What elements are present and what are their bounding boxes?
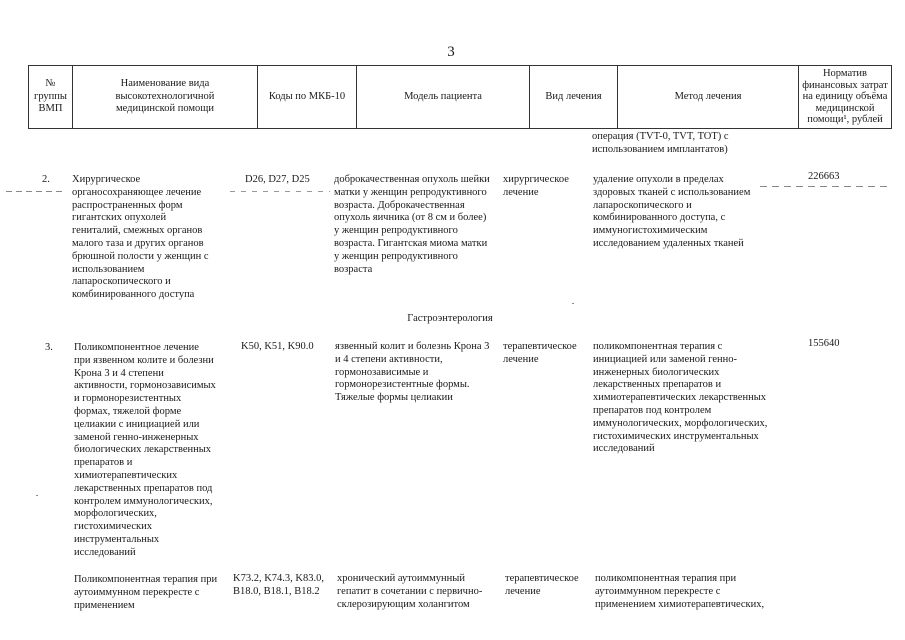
header-cost-norm: Норматив финансовых затрат на единицу объёма медицинской помощи¹, рублей <box>802 68 888 126</box>
header-group-number: № группы ВМП <box>34 78 67 115</box>
treatment-type: терапевтическое лечение <box>505 573 579 597</box>
cost-norm: 155640 <box>808 338 840 349</box>
page-number: 3 <box>447 44 455 60</box>
header-care-type: Наименование вида высокотехнологичной медицинской помощи <box>115 78 215 115</box>
cost-norm: 226663 <box>808 171 840 182</box>
patient-model: хронический аутоиммунный гепатит в сочетании с первично- склерозирующим холангитом <box>337 573 483 610</box>
scan-artifact <box>760 186 890 187</box>
care-type-name: Поликомпонентная терапия при аутоиммунном перекресте с применением <box>74 574 218 611</box>
treatment-type: хирургическое лечение <box>503 174 569 198</box>
header-patient-model: Модель пациента <box>404 90 482 102</box>
icd-codes: D26, D27, D25 <box>245 174 310 185</box>
icd-codes: K73.2, K74.3, K83.0, B18.0, B18.1, B18.2 <box>233 573 324 597</box>
continuation-method-text: операция (TVT-0, TVT, TOT) с использованием имплантатов) <box>592 131 729 155</box>
row-number: 2. <box>42 174 50 185</box>
treatment-method: поликомпонентная терапия с инициацией или заменой генно- инженерных биологических лекарственных препаратов и химиотерапевтических лекарственных препаратов под контролем иммунологических, морфологических, гистохимических инструментальных исследований <box>593 341 768 455</box>
scan-artifact <box>572 303 574 304</box>
scan-artifact <box>6 191 66 192</box>
row-number: 3. <box>45 342 53 353</box>
header-icd-codes: Коды по МКБ-10 <box>268 90 346 102</box>
header-treatment-method: Метод лечения <box>674 90 742 102</box>
section-title: Гастроэнтерология <box>407 313 493 324</box>
scan-artifact <box>36 495 38 496</box>
table-header <box>28 65 892 129</box>
scan-artifact <box>230 191 330 192</box>
treatment-method: поликомпонентная терапия при аутоиммунном перекресте с применением химиотерапевтических, <box>595 573 765 610</box>
treatment-method: удаление опухоли в пределах здоровых тканей с использованием лапароскопического и комбинированного доступа, с иммуногистохимическим исследованием удаленных тканей <box>593 174 751 249</box>
care-type-name: Хирургическое органосохраняющее лечение распространенных форм гигантских опухолей гениталий, смежных органов малого таза и других органов брюшной полости у женщин с использованием лапароскопического и комбинированного доступа <box>72 174 209 301</box>
care-type-name: Поликомпонентное лечение при язвенном колите и болезни Крона 3 и 4 степени активности, гормонозависимых и гормонорезистентных формах, тяжелой форме целиакии с инициацией или заменой генно-инженерных биологических лекарственных препаратов и химиотерапевтических лекарственных препаратов под контролем иммунологических, морфологических, гистохимических инструментальных исследований <box>74 342 216 558</box>
header-treatment-type: Вид лечения <box>545 90 602 102</box>
patient-model: язвенный колит и болезнь Крона 3 и 4 степени активности, гормонозависимые и гормонорезистентные формы. Тяжелые формы целиакии <box>335 341 490 404</box>
icd-codes: K50, K51, K90.0 <box>241 341 314 352</box>
patient-model: доброкачественная опухоль шейки матки у женщин репродуктивного возраста. Доброкачественная опухоль яичника (от 8 см и более) у женщин репродуктивного возраста. Гигантская миома матки у женщин репродуктивного возраста <box>334 174 490 275</box>
treatment-type: терапевтическое лечение <box>503 341 577 365</box>
